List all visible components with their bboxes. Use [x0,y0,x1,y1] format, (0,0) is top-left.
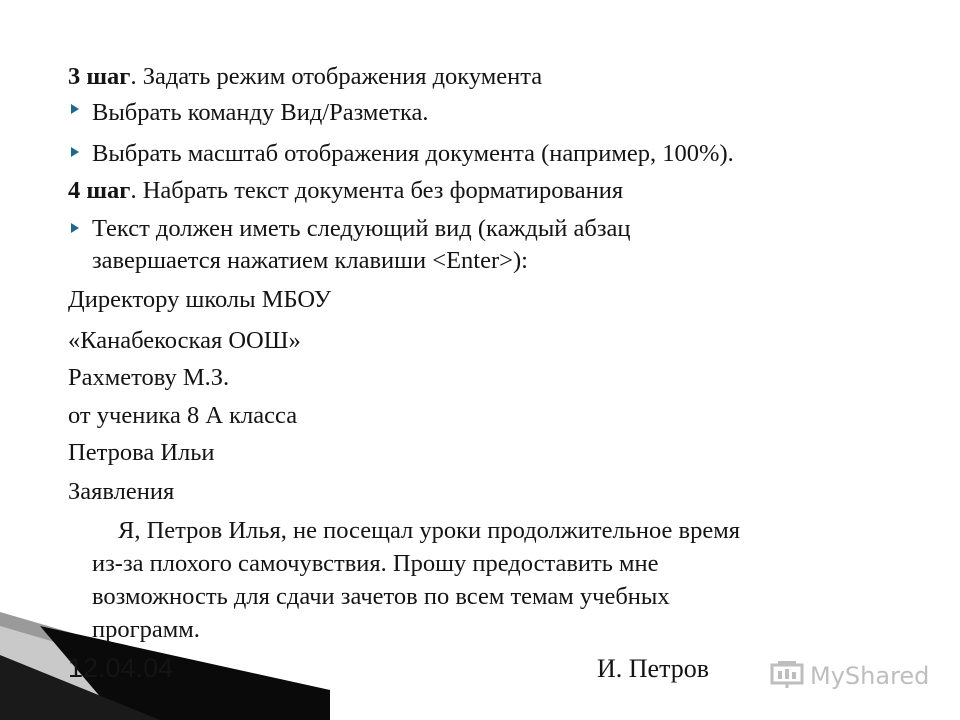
step4-label: 4 шаг [68,177,131,204]
letter-director-name: Рахметову М.З. [68,364,230,391]
presentation-screen-icon [770,659,804,694]
letter-from: от ученика 8 А класса [68,402,298,429]
step4-item-line1: Текст должен иметь следующий вид (каждый абзац [92,215,631,242]
step4-text: . Набрать текст документа без форматирования [130,177,624,204]
step3-item-view: Выбрать команду Вид/Разметка. [92,99,429,126]
letter-body-line4: программ. [92,616,200,643]
letter-school: «Канабекоская ООШ» [68,327,301,354]
letter-addressee: Директору школы МБОУ [68,286,332,313]
letter-title: Заявления [68,478,175,505]
letter-date: 12.04.04 [68,653,174,683]
letter-body-line3: возможность для сдачи зачетов по всем темам учебных [92,583,670,610]
bullet-arrow-icon [70,222,80,234]
bullet-arrow-icon [70,146,80,158]
letter-body-line1: Я, Петров Илья, не посещал уроки продолжительное время [118,517,740,544]
step3-label: 3 шаг [68,63,131,90]
watermark-text: MyShared [810,662,930,690]
watermark [770,656,929,696]
step4-heading [68,174,623,207]
letter-signature: И. Петров [597,654,710,683]
bullet-arrow-icon [70,103,80,115]
letter-student-name: Петрова Ильи [68,439,215,466]
step3-heading [68,60,542,93]
step3-item-zoom: Выбрать масштаб отображения документа (например, 100%). [92,140,734,167]
step4-item-line2: завершается нажатием клавиши <Enter>): [92,247,528,274]
letter-body-line2: из-за плохого самочувствия. Прошу предоставить мне [92,550,659,577]
step3-text: . Задать режим отображения документа [130,63,543,90]
